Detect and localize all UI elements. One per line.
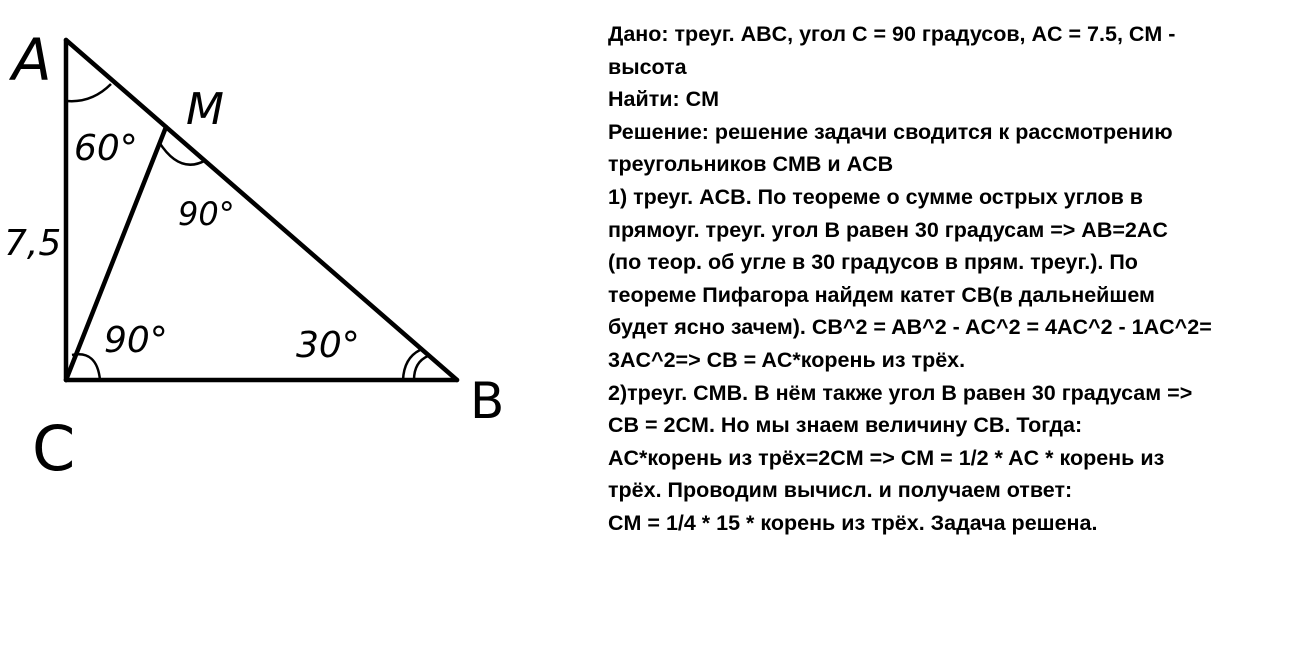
solution-line: CM = 1/4 * 15 * корень из трёх. Задача решена. [608, 510, 1098, 535]
solution-line: Найти: CM [608, 87, 720, 112]
angle-label-a: 60° [74, 128, 138, 169]
solution-line: теореме Пифагора найдем катет CB(в дальнейшем [608, 282, 1155, 307]
solution-line: Решение: решение задачи сводится к рассмотрению [608, 119, 1173, 144]
solution-line: трёх. Проводим вычисл. и получаем ответ: [608, 478, 1073, 503]
vertex-label-c: C [32, 412, 76, 485]
solution-line: будет ясно зачем). CB^2 = AB^2 - AC^2 = 4AC^2 - 1AC^2= [608, 315, 1212, 340]
vertex-label-a: A [12, 26, 52, 94]
vertex-label-m: M [186, 84, 224, 135]
solution-line: (по теор. об угле в 30 градусов в прям. треуг.). По [608, 250, 1138, 275]
solution-line: AC*корень из трёх=2CM => CM = 1/2 * AC * корень из [608, 445, 1165, 470]
solution-line: 2)треуг. CMB. В нём также угол B равен 30 градусам => [608, 380, 1193, 405]
angle-label-m: 90° [178, 195, 235, 233]
solution-line: 1) треуг. ACB. По теореме о сумме острых углов в [608, 184, 1144, 209]
angle-label-b: 30° [296, 325, 360, 366]
solution-text [608, 18, 1298, 540]
solution-line: треугольников CMB и ACB [608, 152, 894, 177]
angle-label-c: 90° [104, 320, 168, 361]
solution-line: прямоуг. треуг. угол B равен 30 градусам => AB=2AC [608, 217, 1168, 242]
angle-arc-a [67, 84, 111, 101]
solution-line: Дано: треуг. ABC, угол С = 90 градусов, AC = 7.5, CM - [608, 22, 1176, 46]
solution-line: 3AC^2=> CB = AC*корень из трёх. [608, 347, 966, 372]
triangle-figure [0, 0, 600, 656]
side-length-ac: 7,5 [4, 223, 62, 264]
vertex-label-b: B [470, 372, 505, 430]
angle-arc-b-inner [414, 356, 428, 380]
solution-line: CB = 2CM. Но мы знаем величину CB. Тогда: [608, 413, 1083, 438]
solution-line: высота [608, 54, 687, 79]
